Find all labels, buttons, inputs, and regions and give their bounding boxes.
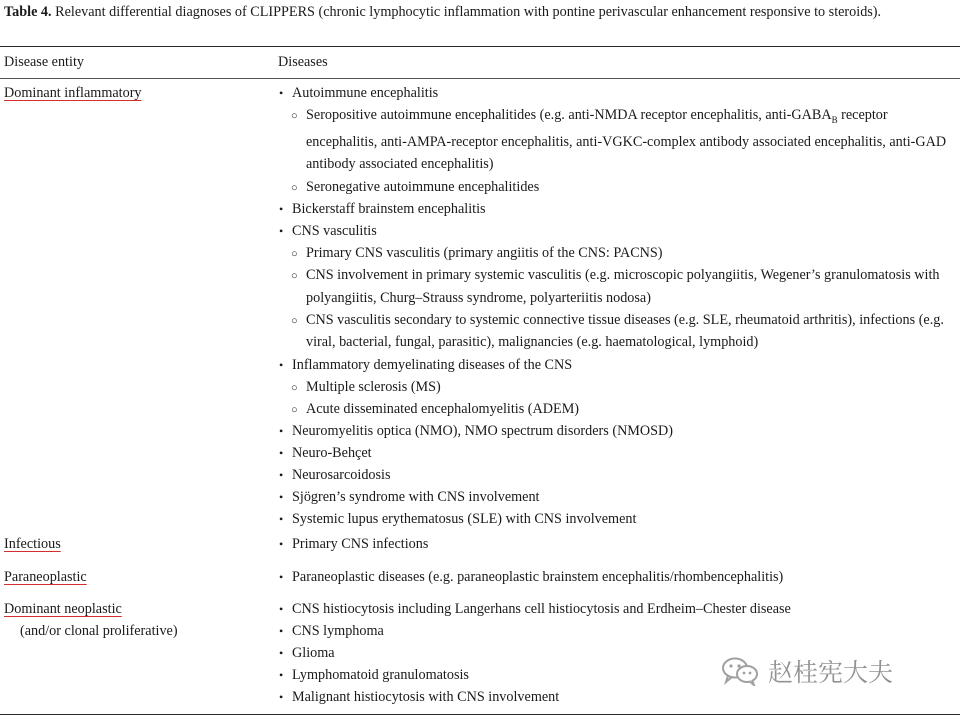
bullet-icon: • xyxy=(279,570,284,584)
table-bottom-rule xyxy=(0,714,960,715)
entity-sub-label: (and/or clonal proliferative) xyxy=(20,623,178,639)
bullet-icon: • xyxy=(279,424,284,439)
list-item: • Glioma xyxy=(278,642,952,664)
bullet-icon: • xyxy=(279,668,284,682)
circle-bullet-icon: ○ xyxy=(291,110,298,122)
circle-bullet-icon: ○ xyxy=(291,181,298,194)
entity-infectious xyxy=(4,533,61,555)
caption-text: Relevant differential diagnoses of CLIPPERS (chronic lymphocytic inflammation with pontine perivascular enhancement responsive to steroids). xyxy=(55,4,882,20)
list-item: • CNS lymphoma xyxy=(278,620,952,642)
list-item: ○ Seronegative autoimmune encephalitides xyxy=(278,176,952,198)
list-item: • Sjögren’s syndrome with CNS involvement xyxy=(278,486,952,508)
table-caption xyxy=(4,2,952,22)
bullet-icon: • xyxy=(279,490,284,505)
bullet-icon: • xyxy=(279,357,284,372)
list-item: • Neuromyelitis optica (NMO), NMO spectrum disorders (NMOSD) xyxy=(278,420,952,442)
header-disease-entity: Disease entity xyxy=(4,54,84,70)
list-item xyxy=(278,104,952,176)
list-item: • Neurosarcoidosis xyxy=(278,464,952,486)
watermark-text: 赵桂宪大夫 xyxy=(768,658,894,687)
list-item: ○ Acute disseminated encephalomyelitis (ADEM) xyxy=(278,398,952,420)
circle-bullet-icon: ○ xyxy=(291,314,298,327)
bullet-icon: • xyxy=(279,512,284,527)
list-item: ○ Multiple sclerosis (MS) xyxy=(278,376,952,398)
caption-label: Table 4. xyxy=(4,4,52,20)
list-item: • Lymphomatoid granulomatosis xyxy=(278,664,952,686)
wechat-icon xyxy=(720,656,760,686)
list-item: ○ CNS vasculitis secondary to systemic connective tissue diseases (e.g. SLE, rheumatoid arthritis), infections (e.g. viral, bacterial, fungal, parasitic), malignancies (e.g. haematological, lymphoid) xyxy=(291,311,944,351)
list-item: • Inflammatory demyelinating diseases of the CNS xyxy=(278,354,952,376)
disease-list-paraneoplastic xyxy=(278,566,952,588)
list-item: • CNS histiocytosis including Langerhans cell histiocytosis and Erdheim–Chester disease xyxy=(278,598,952,620)
circle-bullet-icon: ○ xyxy=(291,270,298,283)
circle-bullet-icon: ○ xyxy=(291,403,298,416)
list-item: ○ CNS involvement in primary systemic vasculitis (e.g. microscopic polyangiitis, Wegener’s granulomatosis with polyangiitis, Churg–Strauss syndrome, polyarteriitis nodosa) xyxy=(291,267,940,306)
list-item: • Systemic lupus erythematosus (SLE) with CNS involvement xyxy=(278,508,952,530)
header-diseases: Diseases xyxy=(278,54,328,70)
list-item: • Neuro-Behçet xyxy=(278,442,952,464)
disease-list-infectious xyxy=(278,533,952,555)
entity-dominant-inflammatory xyxy=(4,82,142,104)
entity-label: Dominant neoplastic xyxy=(4,601,122,617)
entity-label: Dominant inflammatory xyxy=(4,85,142,101)
circle-bullet-icon: ○ xyxy=(291,381,298,394)
bullet-icon: • xyxy=(279,468,284,483)
list-item: • CNS vasculitis xyxy=(278,220,952,242)
disease-list-inflammatory xyxy=(278,82,952,530)
list-item: • Primary CNS infections xyxy=(278,533,952,555)
bullet-icon: • xyxy=(279,624,284,638)
bullet-icon: • xyxy=(279,602,284,616)
bullet-icon: • xyxy=(279,646,284,660)
list-item: • Bickerstaff brainstem encephalitis xyxy=(278,198,952,220)
entity-label: Paraneoplastic xyxy=(4,569,87,585)
entity-dominant-neoplastic xyxy=(4,598,178,642)
list-item: • Autoimmune encephalitis xyxy=(278,82,952,104)
table-header-rule xyxy=(0,78,960,79)
circle-bullet-icon: ○ xyxy=(291,248,298,261)
bullet-icon: • xyxy=(279,224,284,239)
bullet-icon: • xyxy=(279,202,284,217)
list-item: • Malignant histiocytosis with CNS involvement xyxy=(278,686,952,708)
entity-label: Infectious xyxy=(4,536,61,552)
bullet-icon: • xyxy=(279,446,284,461)
bullet-icon: • xyxy=(279,86,284,100)
bullet-icon: • xyxy=(279,690,284,704)
bullet-icon: • xyxy=(279,537,284,551)
table-top-rule xyxy=(0,46,960,47)
watermark xyxy=(720,656,893,686)
entity-paraneoplastic xyxy=(4,566,87,588)
seropositive-item-text: Seropositive autoimmune encephalitides (e.g. anti-NMDA receptor encephalitis, anti-$GABA_B$ receptor encephalitis, anti-AMPA-receptor encephalitis, anti-VGKC-complex antibody associated encephalitis, anti-GAD antibody associated encephalitis) xyxy=(306,107,947,173)
list-item: • Paraneoplastic diseases (e.g. paraneoplastic brainstem encephalitis/rhombencephalitis) xyxy=(278,566,952,588)
list-item: ○ Primary CNS vasculitis (primary angiitis of the CNS: PACNS) xyxy=(278,242,952,264)
